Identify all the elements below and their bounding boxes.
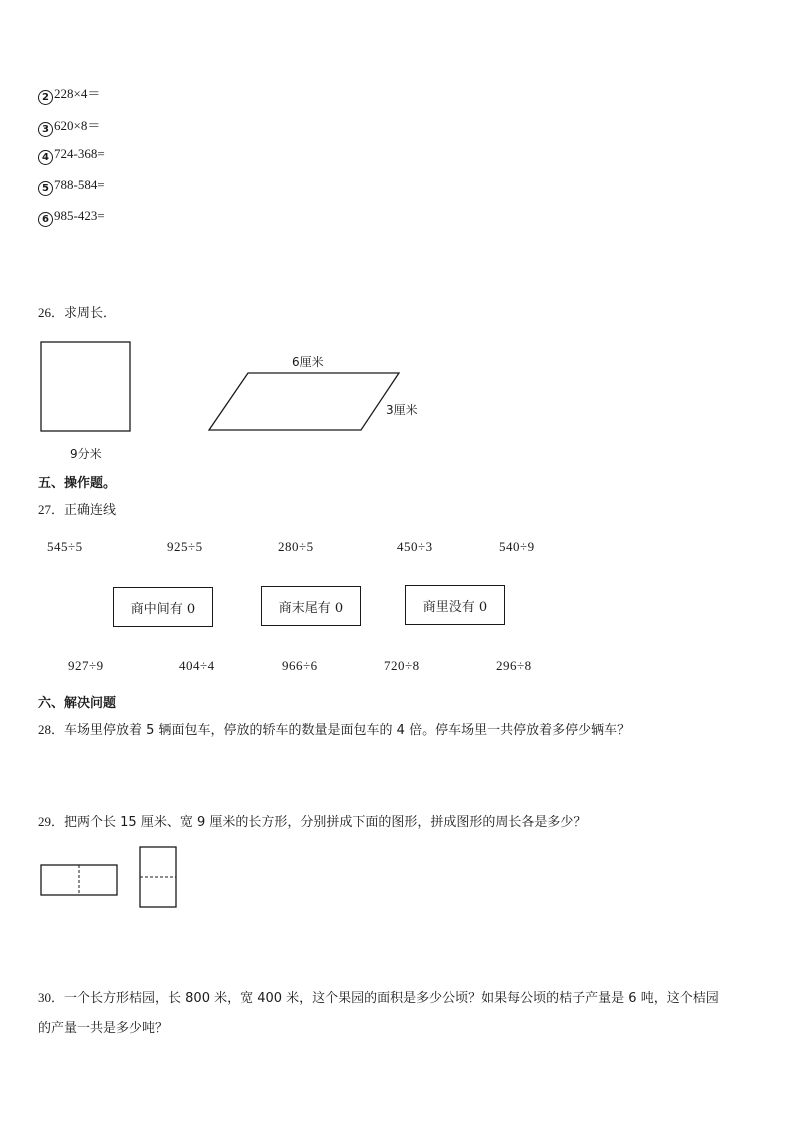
calc-expression: 724-368= <box>54 146 105 161</box>
parallelogram-side-label: 3厘米 <box>386 403 418 417</box>
question-text: 求周长． <box>64 306 117 321</box>
top-expression: 450÷3 <box>397 539 433 554</box>
question-number: 27． <box>38 502 65 517</box>
circled-number-6: 6 <box>38 212 53 227</box>
question-text: 正确连线 <box>64 503 117 518</box>
question-number: 29． <box>38 814 65 829</box>
question-text: 一个长方形桔园，长 800 米，宽 400 米，这个果园的面积是多少公顷？如果每公顷的桔子产量是 6 吨，这个桔园 <box>64 991 719 1006</box>
question-number: 28． <box>38 722 65 737</box>
bottom-expression: 296÷8 <box>496 658 532 673</box>
bottom-expression: 404÷4 <box>179 658 215 673</box>
top-expression: 925÷5 <box>167 539 203 554</box>
category-box-no-zero: 商里没有 0 <box>405 585 505 625</box>
square-side-label: 9分米 <box>70 447 102 461</box>
calc-expression: 620×8＝ <box>54 118 101 133</box>
calc-expression: 985-423= <box>54 208 105 223</box>
question-text: 把两个长 15 厘米、宽 9 厘米的长方形，分别拼成下面的图形，拼成图形的周长各是多少？ <box>64 815 587 830</box>
calc-expression: 228×4＝ <box>54 86 101 101</box>
calc-expression: 788-584= <box>54 177 105 192</box>
bottom-expression: 720÷8 <box>384 658 420 673</box>
question-text: 车场里停放着 5 辆面包车，停放的轿车的数量是面包车的 4 倍。停车场里一共停放着多停少辆车？ <box>64 723 631 738</box>
circled-number-2: 2 <box>38 90 53 105</box>
bottom-expression: 966÷6 <box>282 658 318 673</box>
circled-number-4: 4 <box>38 150 53 165</box>
top-expression: 280÷5 <box>278 539 314 554</box>
question-number: 30． <box>38 990 65 1005</box>
parallelogram-top-label: 6厘米 <box>292 355 324 369</box>
question-30-line-2: 的产量一共是多少吨？ <box>38 1021 169 1036</box>
question-number: 26． <box>38 305 65 320</box>
category-box-end-zero: 商末尾有 0 <box>261 586 361 626</box>
category-box-middle-zero: 商中间有 0 <box>113 587 213 627</box>
circled-number-5: 5 <box>38 181 53 196</box>
circled-number-3: 3 <box>38 122 53 137</box>
section-title-5: 五、操作题。 <box>38 476 117 491</box>
top-expression: 545÷5 <box>47 539 83 554</box>
question-30-line-1 <box>38 987 719 1006</box>
top-expression: 540÷9 <box>499 539 535 554</box>
bottom-expression: 927÷9 <box>68 658 104 673</box>
section-title-6: 六、解决问题 <box>38 696 117 711</box>
